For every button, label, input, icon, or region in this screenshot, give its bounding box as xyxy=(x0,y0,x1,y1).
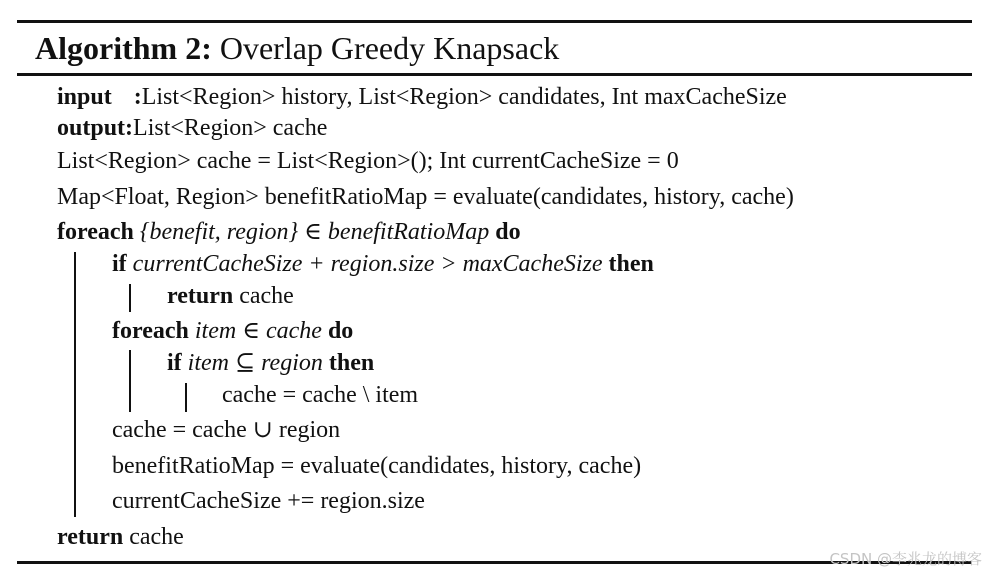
do-keyword: do xyxy=(327,318,354,344)
return-keyword: return xyxy=(167,283,234,309)
if-subset-bar xyxy=(185,383,187,412)
if-capacity-bar xyxy=(129,284,131,312)
union-line: cache = cache ∪ region xyxy=(112,417,341,443)
return-final-line xyxy=(57,522,184,552)
foreach-item-line xyxy=(112,316,353,346)
foreach-collection: cache xyxy=(265,318,322,344)
return-value: cache xyxy=(129,524,184,550)
foreach-collection: benefitRatioMap xyxy=(327,219,490,245)
element-of-symbol: ∈ xyxy=(304,219,322,245)
foreach-variable: item xyxy=(194,318,237,344)
foreach-keyword: foreach xyxy=(57,219,134,245)
watermark: CSDN @李兆龙的博客 xyxy=(829,550,982,568)
input-separator: : xyxy=(133,84,142,110)
input-keyword: input xyxy=(57,84,112,110)
reevaluate-line: benefitRatioMap = evaluate(candidates, history, cache) xyxy=(112,453,642,479)
output-keyword: output xyxy=(57,115,126,141)
then-keyword: then xyxy=(328,350,375,376)
foreach-keyword: foreach xyxy=(112,318,189,344)
if-subset-line xyxy=(167,348,374,378)
return-early-line xyxy=(167,281,294,311)
subset-left-operand: item xyxy=(187,350,229,376)
output-line xyxy=(57,113,327,143)
output-separator: : xyxy=(125,115,134,141)
algorithm-title xyxy=(35,28,559,68)
init-map-line: Map<Float, Region> benefitRatioMap = evaluate(candidates, history, cache) xyxy=(57,184,794,210)
do-keyword: do xyxy=(495,219,521,245)
input-line xyxy=(57,82,787,112)
inner-loop-bar xyxy=(129,350,131,412)
if-keyword: if xyxy=(167,350,182,376)
return-value: cache xyxy=(239,283,294,309)
if-capacity-condition: currentCacheSize + region.size > maxCacheSize xyxy=(132,251,603,277)
algorithm-name: Overlap Greedy Knapsack xyxy=(219,30,560,66)
remove-item-line: cache = cache \ item xyxy=(222,382,419,408)
foreach-variables: {benefit, region} xyxy=(139,219,299,245)
subset-right-operand: region xyxy=(261,350,323,376)
update-size-line: currentCacheSize += region.size xyxy=(112,488,425,514)
foreach-benefit-line xyxy=(57,217,521,247)
if-capacity-line xyxy=(112,249,654,279)
init-cache-line: List<Region> cache = List<Region>(); Int currentCacheSize = 0 xyxy=(57,148,679,174)
subset-symbol: ⊆ xyxy=(235,350,256,376)
then-keyword: then xyxy=(608,251,654,277)
if-keyword: if xyxy=(112,251,127,277)
output-params: List<Region> cache xyxy=(133,115,328,141)
outer-loop-bar xyxy=(74,252,76,517)
return-keyword: return xyxy=(57,524,124,550)
input-params: List<Region> history, List<Region> candidates, Int maxCacheSize xyxy=(141,84,787,110)
element-of-symbol: ∈ xyxy=(242,318,260,344)
algorithm-label: Algorithm 2: xyxy=(35,30,212,66)
header-rule xyxy=(17,73,972,76)
top-rule xyxy=(17,20,972,23)
